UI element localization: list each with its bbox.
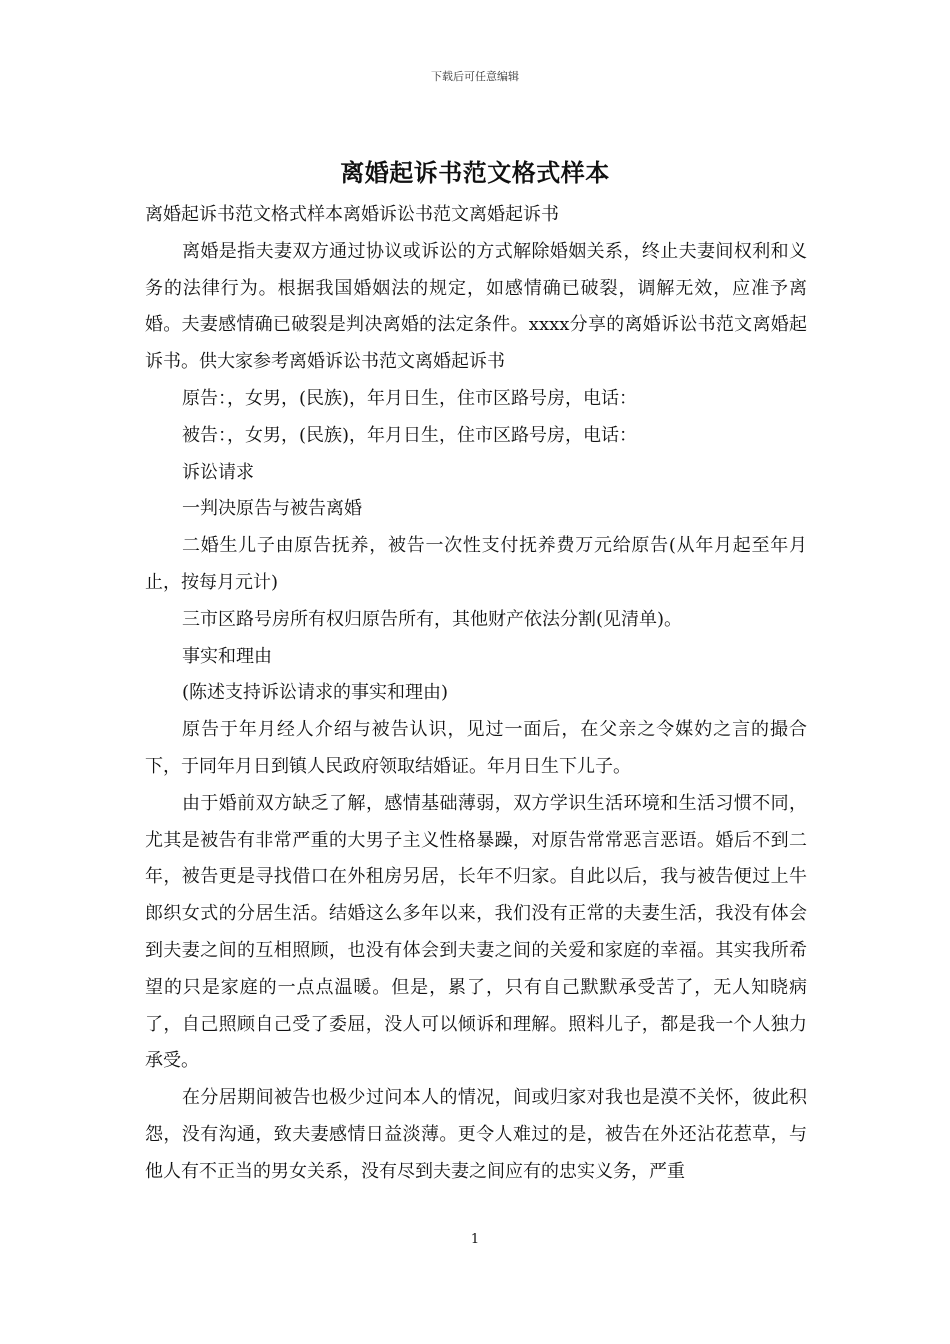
paragraph-plaintiff: 原告：，女男，(民族)，年月日生，住市区路号房，电话： xyxy=(182,387,638,409)
document-title: 离婚起诉书范文格式样本 xyxy=(340,158,610,187)
paragraph-subtitle: 离婚起诉书范文格式样本离婚诉讼书范文离婚起诉书 xyxy=(145,204,559,225)
header-note: 下载后可任意编辑 xyxy=(431,70,519,83)
paragraph: 由于婚前双方缺乏了解，感情基础薄弱，双方学识生活环境和生活习惯不同，尤其是被告有非常严重的大男子主义性格暴躁，对原告常常恶言恶语。婚后不到二年，被告更是寻找借口在外租房另居，长年不归家。自此以后，我与被告便过上牛郎织女式的分居生活。结婚这么多年以来，我们没有正常的夫妻生活，我没有体会到夫妻之间的互相照顾，也没有体会到夫妻之间的关爱和家庭的幸福。其实我所希望的只是家庭的一点点温暖。但是，累了，只有自己默默承受苦了，无人知晓病了，自己照顾自己受了委屈，没人可以倾诉和理解。照料儿子，都是我一个人独力承受。 xyxy=(145,792,807,1072)
page-number: 1 xyxy=(470,1232,480,1247)
paragraph: 离婚是指夫妻双方通过协议或诉讼的方式解除婚姻关系，终止夫妻间权利和义务的法律行为。根据我国婚姻法的规定，如感情确已破裂，调解无效，应准予离婚。夫妻感情确已破裂是判决离婚的法定条件。xxxx分享的离婚诉讼书范文离婚起诉书。供大家参考离婚诉讼书范文离婚起诉书 xyxy=(145,240,807,373)
claim-item: 一判决原告与被告离婚 xyxy=(182,498,362,520)
paragraph: 原告于年月经人介绍与被告认识，见过一面后，在父亲之令媒妁之言的撮合下，于同年月日到镇人民政府领取结婚证。年月日生下儿子。 xyxy=(145,719,807,777)
claim-item: 二婚生儿子由原告抚养，被告一次性支付抚养费万元给原告(从年月起至年月止，按每月元计) xyxy=(145,535,807,593)
document-body xyxy=(145,197,807,1191)
paragraph: 在分居期间被告也极少过问本人的情况，间或归家对我也是漠不关怀，彼此积怨，没有沟通，致夫妻感情日益淡薄。更令人难过的是，被告在外还沾花惹草，与他人有不正当的男女关系，没有尽到夫妻之间应有的忠实义务，严重 xyxy=(145,1087,807,1182)
section-heading-facts: 事实和理由 xyxy=(182,645,272,667)
paragraph-defendant: 被告：，女男，(民族)，年月日生，住市区路号房，电话： xyxy=(182,424,638,446)
paragraph-note: (陈述支持诉讼请求的事实和理由) xyxy=(182,682,449,704)
section-heading-claims: 诉讼请求 xyxy=(182,461,254,483)
claim-item: 三市区路号房所有权归原告所有，其他财产依法分割(见清单)。 xyxy=(182,608,683,630)
